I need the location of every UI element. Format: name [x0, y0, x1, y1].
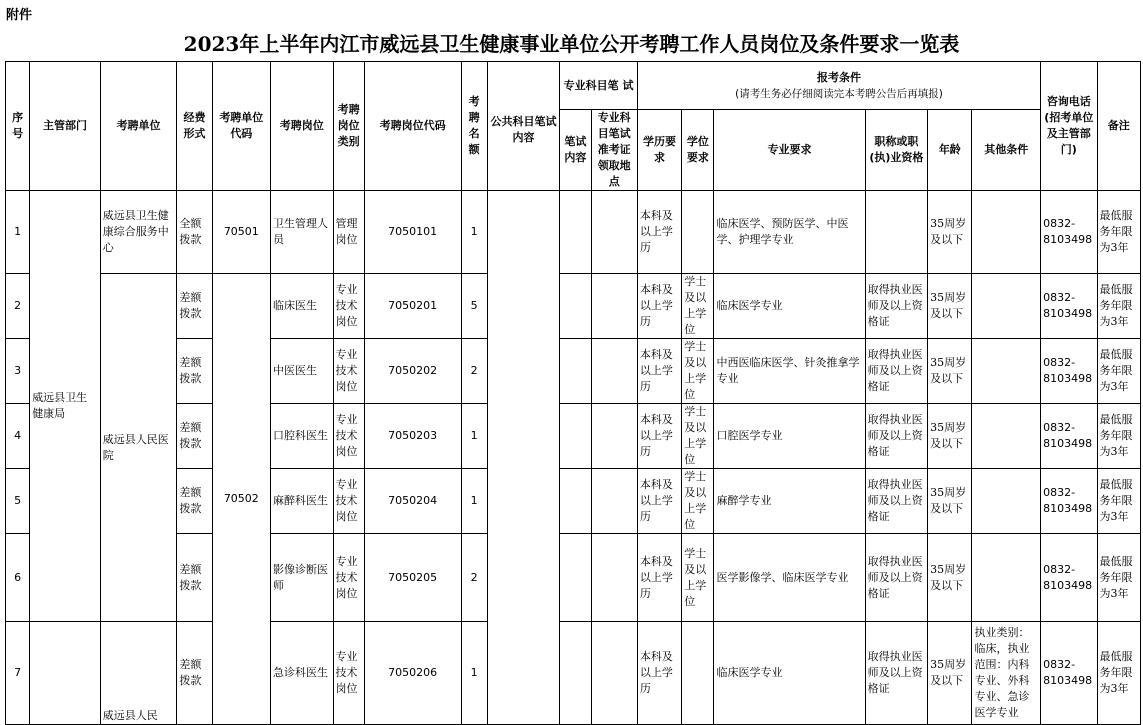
- cell-edu: 本科及以上学历: [637, 534, 681, 622]
- cell-unit-code: 70501: [212, 191, 270, 274]
- cell-post-code: 7050202: [364, 339, 461, 404]
- cell-prof-written: [560, 622, 591, 725]
- cell-seq: 2: [6, 274, 30, 339]
- cell-major: 中西医临床医学、针灸推拿学专业: [714, 339, 865, 404]
- cell-phone: 0832-8103498: [1041, 339, 1097, 404]
- header-conditions: [637, 62, 1040, 110]
- header-phone: 咨询电话(招考单位及主管部门): [1041, 62, 1097, 191]
- cell-fund: 全额拨款: [177, 191, 212, 274]
- header-cert: 职称或职(执)业资格: [865, 110, 927, 191]
- cell-other: [972, 534, 1041, 622]
- cell-phone: 0832-8103498: [1041, 469, 1097, 534]
- cell-remark: 最低服务年限为3年: [1097, 469, 1140, 534]
- table-row: [6, 191, 1141, 274]
- header-conditions-note: (请考生务必仔细阅读完本考聘公告后再填报): [735, 87, 943, 100]
- cell-dept: [30, 622, 101, 725]
- cell-degree: 学士及以上学位: [682, 339, 714, 404]
- cell-post-type: 专业技术岗位: [333, 339, 364, 404]
- cell-remark: 最低服务年限为3年: [1097, 404, 1140, 469]
- cell-post: 麻醉科医生: [271, 469, 333, 534]
- cell-seq: 3: [6, 339, 30, 404]
- cell-age: 35周岁及以下: [928, 469, 972, 534]
- cell-edu: 本科及以上学历: [637, 622, 681, 725]
- cell-post-type: 专业技术岗位: [333, 404, 364, 469]
- cell-major: 口腔医学专业: [714, 404, 865, 469]
- cell-fund: 差额拨款: [177, 274, 212, 339]
- header-quota: 考聘名额: [461, 62, 487, 191]
- cell-cert: 取得执业医师及以上资格证: [865, 339, 927, 404]
- cell-prof-written: [560, 469, 591, 534]
- cell-post: 临床医生: [271, 274, 333, 339]
- cell-edu: 本科及以上学历: [637, 339, 681, 404]
- cell-prof-written: [560, 274, 591, 339]
- table-row: [6, 622, 1141, 725]
- cell-degree: 学士及以上学位: [682, 469, 714, 534]
- header-fund: 经费形式: [177, 62, 212, 191]
- cell-unit-code: 70502: [212, 274, 270, 725]
- table-row: [6, 274, 1141, 339]
- cell-major: 临床医学、预防医学、中医学、护理学专业: [714, 191, 865, 274]
- cell-degree: [682, 622, 714, 725]
- cell-age: 35周岁及以下: [928, 622, 972, 725]
- cell-seq: 7: [6, 622, 30, 725]
- cell-post-code: 7050206: [364, 622, 461, 725]
- cell-other: [972, 339, 1041, 404]
- cell-fund: 差额拨款: [177, 339, 212, 404]
- cell-post-type: 专业技术岗位: [333, 622, 364, 725]
- cell-quota: 1: [461, 404, 487, 469]
- cell-age: 35周岁及以下: [928, 404, 972, 469]
- cell-post-code: 7050204: [364, 469, 461, 534]
- cell-edu: 本科及以上学历: [637, 191, 681, 274]
- cell-seq: 1: [6, 191, 30, 274]
- cell-fund: 差额拨款: [177, 404, 212, 469]
- cell-post: 急诊科医生: [271, 622, 333, 725]
- attachment-label: 附件: [6, 8, 33, 23]
- header-post-type: 考聘岗位类别: [333, 62, 364, 191]
- cell-cert: 取得执业医师及以上资格证: [865, 469, 927, 534]
- cell-quota: 2: [461, 339, 487, 404]
- cell-degree: 学士及以上学位: [682, 534, 714, 622]
- cell-dept: 威远县卫生健康局: [30, 191, 101, 622]
- cell-prof-ticket: [591, 404, 637, 469]
- header-post: 考聘岗位: [271, 62, 333, 191]
- header-prof-ticket: 专业科目笔试准考证领取地 点: [591, 110, 637, 191]
- cell-major: 麻醉学专业: [714, 469, 865, 534]
- cell-quota: 5: [461, 274, 487, 339]
- cell-phone: 0832-8103498: [1041, 622, 1097, 725]
- cell-prof-ticket: [591, 339, 637, 404]
- header-prof-exam: 专业科目笔 试: [560, 62, 638, 110]
- header-remark: 备注: [1097, 62, 1140, 191]
- cell-quota: 1: [461, 469, 487, 534]
- cell-age: 35周岁及以下: [928, 339, 972, 404]
- cell-other: [972, 274, 1041, 339]
- cell-other: 执业类别：临床，执业范围：内科专业、外科专业、急诊医学专业: [972, 622, 1041, 725]
- cell-post-type: 专业技术岗位: [333, 534, 364, 622]
- header-post-code: 考聘岗位代码: [364, 62, 461, 191]
- cell-prof-ticket: [591, 191, 637, 274]
- cell-prof-written: [560, 191, 591, 274]
- cell-age: 35周岁及以下: [928, 534, 972, 622]
- header-seq: 序号: [6, 62, 30, 191]
- cell-post-type: 专业技术岗位: [333, 274, 364, 339]
- cell-prof-ticket: [591, 469, 637, 534]
- cell-prof-ticket: [591, 622, 637, 725]
- cell-phone: 0832-8103498: [1041, 191, 1097, 274]
- cell-quota: 1: [461, 622, 487, 725]
- cell-edu: 本科及以上学历: [637, 274, 681, 339]
- cell-cert: 取得执业医师及以上资格证: [865, 534, 927, 622]
- cell-remark: 最低服务年限为3年: [1097, 339, 1140, 404]
- cell-post-code: 7050201: [364, 274, 461, 339]
- header-prof-written: 笔试内容: [560, 110, 591, 191]
- cell-post-type: 专业技术岗位: [333, 469, 364, 534]
- cell-degree: 学士及以上学位: [682, 274, 714, 339]
- cell-other: [972, 404, 1041, 469]
- cell-phone: 0832-8103498: [1041, 274, 1097, 339]
- cell-cert: 取得执业医师及以上资格证: [865, 622, 927, 725]
- cell-post: 影像诊断医师: [271, 534, 333, 622]
- cell-fund: 差额拨款: [177, 534, 212, 622]
- cell-seq: 4: [6, 404, 30, 469]
- cell-quota: 2: [461, 534, 487, 622]
- cell-post: 中医医生: [271, 339, 333, 404]
- cell-edu: 本科及以上学历: [637, 404, 681, 469]
- cell-post-code: 7050205: [364, 534, 461, 622]
- cell-cert: 取得执业医师及以上资格证: [865, 404, 927, 469]
- cell-seq: 5: [6, 469, 30, 534]
- cell-major: 临床医学专业: [714, 274, 865, 339]
- cell-prof-written: [560, 534, 591, 622]
- header-other: 其他条件: [972, 110, 1041, 191]
- header-degree: 学位要求: [682, 110, 714, 191]
- cell-phone: 0832-8103498: [1041, 404, 1097, 469]
- header-unit-code: 考聘单位代码: [212, 62, 270, 191]
- cell-cert: [865, 191, 927, 274]
- cell-prof-written: [560, 404, 591, 469]
- cell-seq: 6: [6, 534, 30, 622]
- cell-quota: 1: [461, 191, 487, 274]
- cell-post-code: 7050203: [364, 404, 461, 469]
- cell-post-code: 7050101: [364, 191, 461, 274]
- cell-cert: 取得执业医师及以上资格证: [865, 274, 927, 339]
- cell-post: 卫生管理人员: [271, 191, 333, 274]
- cell-remark: 最低服务年限为3年: [1097, 622, 1140, 725]
- positions-table: [5, 61, 1141, 725]
- cell-post-type: 管理岗位: [333, 191, 364, 274]
- cell-age: 35周岁及以下: [928, 191, 972, 274]
- header-conditions-title: 报考条件: [816, 70, 861, 84]
- cell-unit: 威远县人民: [100, 622, 177, 725]
- cell-remark: 最低服务年限为3年: [1097, 274, 1140, 339]
- cell-prof-ticket: [591, 534, 637, 622]
- cell-remark: 最低服务年限为3年: [1097, 191, 1140, 274]
- cell-edu: 本科及以上学历: [637, 469, 681, 534]
- cell-phone: 0832-8103498: [1041, 534, 1097, 622]
- cell-other: [972, 469, 1041, 534]
- cell-major: 临床医学专业: [714, 622, 865, 725]
- header-dept: 主管部门: [30, 62, 101, 191]
- cell-degree: [682, 191, 714, 274]
- cell-unit: 威远县人民医院: [100, 274, 177, 622]
- cell-degree: 学士及以上学位: [682, 404, 714, 469]
- header-age: 年龄: [928, 110, 972, 191]
- cell-unit: 威远县卫生健康综合服务中心: [100, 191, 177, 274]
- cell-prof-written: [560, 339, 591, 404]
- cell-fund: 差额拨款: [177, 622, 212, 725]
- cell-age: 35周岁及以下: [928, 274, 972, 339]
- header-unit: 考聘单位: [100, 62, 177, 191]
- header-public-exam: 公共科目笔试内容: [487, 62, 560, 191]
- page-title: 2023年上半年内江市威远县卫生健康事业单位公开考聘工作人员岗位及条件要求一览表: [183, 32, 960, 56]
- header-edu: 学历要求: [637, 110, 681, 191]
- cell-fund: 差额拨款: [177, 469, 212, 534]
- cell-remark: 最低服务年限为3年: [1097, 534, 1140, 622]
- cell-other: [972, 191, 1041, 274]
- cell-public-exam: [487, 191, 560, 725]
- cell-major: 医学影像学、临床医学专业: [714, 534, 865, 622]
- header-major: 专业要求: [714, 110, 865, 191]
- cell-prof-ticket: [591, 274, 637, 339]
- cell-post: 口腔科医生: [271, 404, 333, 469]
